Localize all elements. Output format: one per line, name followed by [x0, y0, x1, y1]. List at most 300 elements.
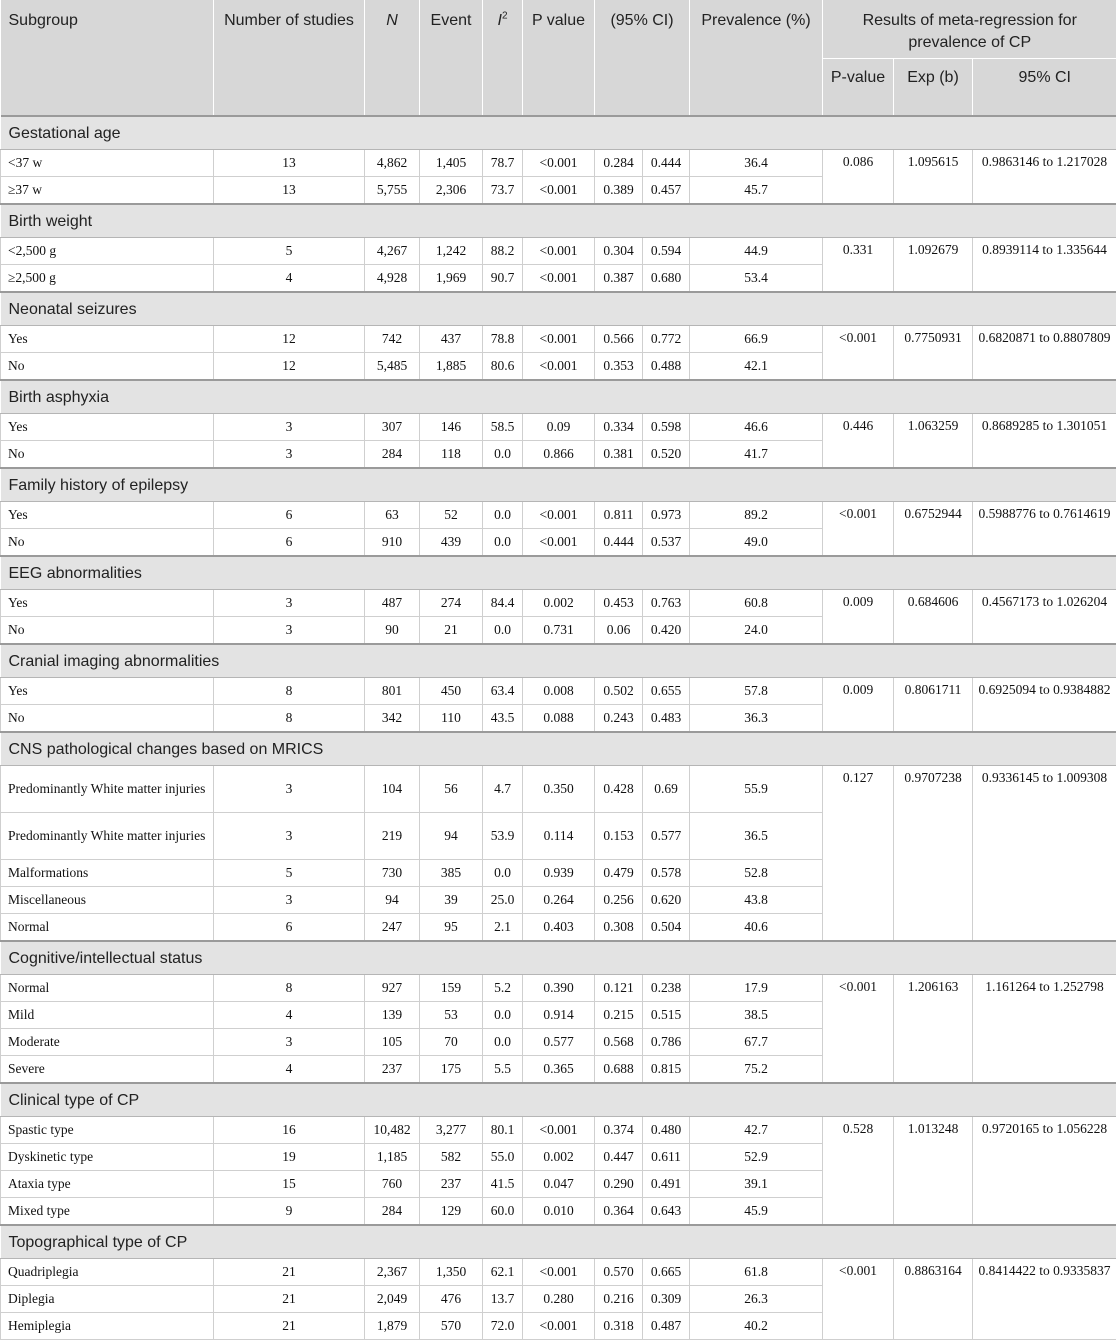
- row-i-squared: 53.9: [483, 813, 523, 860]
- row-p-value: 0.866: [523, 441, 595, 469]
- row-label: Mild: [1, 1002, 214, 1029]
- table-row: [1, 975, 1116, 1002]
- row-ci-high: 0.504: [643, 914, 690, 942]
- row-p-value: 0.010: [523, 1198, 595, 1226]
- row-n: 4,267: [365, 238, 420, 265]
- row-p-value: 0.002: [523, 590, 595, 617]
- row-label: Quadriplegia: [1, 1259, 214, 1286]
- row-event: 476: [420, 1286, 483, 1313]
- row-prevalence: 42.1: [690, 353, 823, 381]
- row-i-squared: 41.5: [483, 1171, 523, 1198]
- header-n-text: N: [386, 12, 398, 29]
- row-n: 2,367: [365, 1259, 420, 1286]
- row-event: 1,242: [420, 238, 483, 265]
- row-ci-high: 0.69: [643, 766, 690, 813]
- row-ci-high: 0.594: [643, 238, 690, 265]
- row-event: 1,405: [420, 150, 483, 177]
- header-meta-regression: Results of meta-regression for prevalence of CP: [823, 0, 1116, 59]
- row-p-value: 0.939: [523, 860, 595, 887]
- row-label: Ataxia type: [1, 1171, 214, 1198]
- header-95ci: (95% CI): [595, 0, 690, 116]
- row-p-value: 0.390: [523, 975, 595, 1002]
- row-prevalence: 66.9: [690, 326, 823, 353]
- row-ci-high: 0.611: [643, 1144, 690, 1171]
- reg-exp-b: 0.8863164: [894, 1259, 973, 1340]
- row-prevalence: 42.7: [690, 1117, 823, 1144]
- row-label: No: [1, 529, 214, 557]
- reg-exp-b: 0.6752944: [894, 502, 973, 557]
- row-n: 247: [365, 914, 420, 942]
- table-row: [1, 150, 1116, 177]
- row-prevalence: 36.5: [690, 813, 823, 860]
- row-event: 1,350: [420, 1259, 483, 1286]
- row-i-squared: 73.7: [483, 177, 523, 205]
- table-row: [1, 766, 1116, 813]
- row-n: 237: [365, 1056, 420, 1084]
- row-ci-low: 0.447: [595, 1144, 643, 1171]
- row-label: Yes: [1, 590, 214, 617]
- row-number-of-studies: 3: [214, 887, 365, 914]
- row-prevalence: 40.6: [690, 914, 823, 942]
- section-title: Birth weight: [1, 204, 1116, 238]
- header-i-squared-sup: 2: [502, 11, 508, 22]
- row-prevalence: 36.4: [690, 150, 823, 177]
- row-event: 2,306: [420, 177, 483, 205]
- row-event: 95: [420, 914, 483, 942]
- row-prevalence: 40.2: [690, 1313, 823, 1340]
- row-ci-high: 0.973: [643, 502, 690, 529]
- header-subgroup: Subgroup: [1, 0, 214, 116]
- reg-p-value: 0.009: [823, 590, 894, 645]
- row-ci-low: 0.428: [595, 766, 643, 813]
- section-title: Family history of epilepsy: [1, 468, 1116, 502]
- row-n: 1,879: [365, 1313, 420, 1340]
- row-ci-low: 0.06: [595, 617, 643, 645]
- row-n: 730: [365, 860, 420, 887]
- row-label: Severe: [1, 1056, 214, 1084]
- row-number-of-studies: 8: [214, 705, 365, 733]
- row-ci-high: 0.772: [643, 326, 690, 353]
- row-prevalence: 55.9: [690, 766, 823, 813]
- table-row: [1, 1259, 1116, 1286]
- row-n: 487: [365, 590, 420, 617]
- row-ci-low: 0.444: [595, 529, 643, 557]
- reg-95ci: 0.9720165 to 1.056228: [973, 1117, 1116, 1226]
- row-p-value: 0.280: [523, 1286, 595, 1313]
- row-label: Predominantly White matter injuries: [1, 813, 214, 860]
- row-ci-low: 0.389: [595, 177, 643, 205]
- row-ci-high: 0.537: [643, 529, 690, 557]
- row-label: ≥37 w: [1, 177, 214, 205]
- row-i-squared: 58.5: [483, 414, 523, 441]
- row-p-value: 0.09: [523, 414, 595, 441]
- reg-p-value: 0.009: [823, 678, 894, 733]
- row-label: No: [1, 353, 214, 381]
- row-number-of-studies: 5: [214, 860, 365, 887]
- row-i-squared: 5.2: [483, 975, 523, 1002]
- row-event: 582: [420, 1144, 483, 1171]
- row-event: 118: [420, 441, 483, 469]
- row-p-value: 0.403: [523, 914, 595, 942]
- reg-95ci: 1.161264 to 1.252798: [973, 975, 1116, 1084]
- header-reg-exp-b: Exp (b): [894, 59, 973, 117]
- reg-95ci: 0.9336145 to 1.009308: [973, 766, 1116, 942]
- row-p-value: 0.914: [523, 1002, 595, 1029]
- row-ci-low: 0.453: [595, 590, 643, 617]
- reg-p-value: <0.001: [823, 326, 894, 381]
- reg-95ci: 0.6820871 to 0.8807809: [973, 326, 1116, 381]
- reg-95ci: 0.4567173 to 1.026204: [973, 590, 1116, 645]
- row-n: 1,185: [365, 1144, 420, 1171]
- row-ci-high: 0.238: [643, 975, 690, 1002]
- row-ci-low: 0.243: [595, 705, 643, 733]
- row-prevalence: 52.8: [690, 860, 823, 887]
- row-n: 2,049: [365, 1286, 420, 1313]
- row-i-squared: 0.0: [483, 617, 523, 645]
- row-n: 4,862: [365, 150, 420, 177]
- row-ci-high: 0.420: [643, 617, 690, 645]
- row-n: 10,482: [365, 1117, 420, 1144]
- row-prevalence: 46.6: [690, 414, 823, 441]
- row-n: 94: [365, 887, 420, 914]
- row-p-value: 0.114: [523, 813, 595, 860]
- section-header-row: [1, 1225, 1116, 1259]
- table-header: [1, 0, 1116, 116]
- row-ci-low: 0.374: [595, 1117, 643, 1144]
- row-event: 437: [420, 326, 483, 353]
- table-row: [1, 678, 1116, 705]
- row-i-squared: 55.0: [483, 1144, 523, 1171]
- row-label: Predominantly White matter injuries: [1, 766, 214, 813]
- row-i-squared: 62.1: [483, 1259, 523, 1286]
- row-event: 70: [420, 1029, 483, 1056]
- row-p-value: 0.264: [523, 887, 595, 914]
- row-i-squared: 80.1: [483, 1117, 523, 1144]
- reg-exp-b: 0.7750931: [894, 326, 973, 381]
- row-p-value: <0.001: [523, 326, 595, 353]
- row-prevalence: 39.1: [690, 1171, 823, 1198]
- row-p-value: <0.001: [523, 238, 595, 265]
- row-label: Yes: [1, 326, 214, 353]
- row-number-of-studies: 6: [214, 914, 365, 942]
- row-label: Yes: [1, 678, 214, 705]
- row-n: 284: [365, 441, 420, 469]
- row-p-value: 0.002: [523, 1144, 595, 1171]
- row-ci-high: 0.665: [643, 1259, 690, 1286]
- row-event: 1,885: [420, 353, 483, 381]
- row-i-squared: 4.7: [483, 766, 523, 813]
- row-ci-low: 0.215: [595, 1002, 643, 1029]
- table-row: [1, 502, 1116, 529]
- row-number-of-studies: 16: [214, 1117, 365, 1144]
- reg-p-value: 0.127: [823, 766, 894, 942]
- header-prevalence: Prevalence (%): [690, 0, 823, 116]
- row-label: Miscellaneous: [1, 887, 214, 914]
- row-ci-high: 0.480: [643, 1117, 690, 1144]
- section-title: EEG abnormalities: [1, 556, 1116, 590]
- row-p-value: 0.088: [523, 705, 595, 733]
- row-i-squared: 25.0: [483, 887, 523, 914]
- row-prevalence: 24.0: [690, 617, 823, 645]
- row-p-value: <0.001: [523, 1117, 595, 1144]
- row-i-squared: 78.7: [483, 150, 523, 177]
- row-ci-low: 0.381: [595, 441, 643, 469]
- reg-exp-b: 0.9707238: [894, 766, 973, 942]
- reg-p-value: 0.331: [823, 238, 894, 293]
- row-i-squared: 63.4: [483, 678, 523, 705]
- row-i-squared: 5.5: [483, 1056, 523, 1084]
- row-ci-low: 0.290: [595, 1171, 643, 1198]
- row-ci-low: 0.121: [595, 975, 643, 1002]
- row-event: 175: [420, 1056, 483, 1084]
- row-label: Normal: [1, 975, 214, 1002]
- row-label: Yes: [1, 502, 214, 529]
- row-ci-high: 0.763: [643, 590, 690, 617]
- row-i-squared: 78.8: [483, 326, 523, 353]
- row-ci-low: 0.308: [595, 914, 643, 942]
- section-title: Topographical type of CP: [1, 1225, 1116, 1259]
- row-ci-high: 0.488: [643, 353, 690, 381]
- row-label: No: [1, 441, 214, 469]
- row-n: 342: [365, 705, 420, 733]
- row-label: Normal: [1, 914, 214, 942]
- row-ci-low: 0.566: [595, 326, 643, 353]
- row-number-of-studies: 21: [214, 1259, 365, 1286]
- row-event: 1,969: [420, 265, 483, 293]
- reg-exp-b: 1.095615: [894, 150, 973, 205]
- table-body: [1, 116, 1116, 1340]
- row-ci-low: 0.334: [595, 414, 643, 441]
- section-title: Cognitive/intellectual status: [1, 941, 1116, 975]
- table-row: [1, 326, 1116, 353]
- row-p-value: 0.350: [523, 766, 595, 813]
- row-ci-low: 0.153: [595, 813, 643, 860]
- row-number-of-studies: 5: [214, 238, 365, 265]
- row-label: Spastic type: [1, 1117, 214, 1144]
- row-n: 927: [365, 975, 420, 1002]
- row-number-of-studies: 3: [214, 441, 365, 469]
- row-label: Malformations: [1, 860, 214, 887]
- table-row: [1, 1117, 1116, 1144]
- header-event: Event: [420, 0, 483, 116]
- reg-exp-b: 0.8061711: [894, 678, 973, 733]
- row-event: 570: [420, 1313, 483, 1340]
- row-ci-low: 0.284: [595, 150, 643, 177]
- row-ci-low: 0.364: [595, 1198, 643, 1226]
- row-number-of-studies: 8: [214, 975, 365, 1002]
- row-i-squared: 60.0: [483, 1198, 523, 1226]
- row-prevalence: 17.9: [690, 975, 823, 1002]
- row-ci-low: 0.568: [595, 1029, 643, 1056]
- row-i-squared: 72.0: [483, 1313, 523, 1340]
- row-event: 94: [420, 813, 483, 860]
- row-ci-low: 0.479: [595, 860, 643, 887]
- section-header-row: [1, 556, 1116, 590]
- row-i-squared: 0.0: [483, 860, 523, 887]
- row-label: <2,500 g: [1, 238, 214, 265]
- row-event: 129: [420, 1198, 483, 1226]
- header-reg-95ci: 95% CI: [973, 59, 1116, 117]
- row-ci-high: 0.598: [643, 414, 690, 441]
- row-event: 450: [420, 678, 483, 705]
- row-n: 307: [365, 414, 420, 441]
- row-event: 159: [420, 975, 483, 1002]
- header-number-of-studies: Number of studies: [214, 0, 365, 116]
- row-i-squared: 0.0: [483, 1002, 523, 1029]
- row-p-value: <0.001: [523, 1313, 595, 1340]
- reg-exp-b: 0.684606: [894, 590, 973, 645]
- section-title: Neonatal seizures: [1, 292, 1116, 326]
- row-n: 910: [365, 529, 420, 557]
- row-ci-high: 0.578: [643, 860, 690, 887]
- reg-p-value: 0.528: [823, 1117, 894, 1226]
- row-prevalence: 36.3: [690, 705, 823, 733]
- row-i-squared: 13.7: [483, 1286, 523, 1313]
- table-row: [1, 238, 1116, 265]
- row-ci-high: 0.491: [643, 1171, 690, 1198]
- header-n: [365, 0, 420, 116]
- reg-95ci: 0.6925094 to 0.9384882: [973, 678, 1116, 733]
- row-ci-high: 0.487: [643, 1313, 690, 1340]
- row-ci-low: 0.304: [595, 238, 643, 265]
- row-number-of-studies: 6: [214, 502, 365, 529]
- section-header-row: [1, 732, 1116, 766]
- row-ci-high: 0.786: [643, 1029, 690, 1056]
- row-prevalence: 60.8: [690, 590, 823, 617]
- reg-exp-b: 1.206163: [894, 975, 973, 1084]
- header-reg-p-value: P-value: [823, 59, 894, 117]
- row-ci-high: 0.643: [643, 1198, 690, 1226]
- row-number-of-studies: 9: [214, 1198, 365, 1226]
- header-p-value: P value: [523, 0, 595, 116]
- reg-p-value: 0.446: [823, 414, 894, 469]
- row-prevalence: 75.2: [690, 1056, 823, 1084]
- row-ci-low: 0.353: [595, 353, 643, 381]
- reg-exp-b: 1.013248: [894, 1117, 973, 1226]
- row-ci-low: 0.688: [595, 1056, 643, 1084]
- row-p-value: 0.577: [523, 1029, 595, 1056]
- section-header-row: [1, 380, 1116, 414]
- row-number-of-studies: 3: [214, 590, 365, 617]
- row-prevalence: 43.8: [690, 887, 823, 914]
- row-event: 385: [420, 860, 483, 887]
- section-title: CNS pathological changes based on MRICS: [1, 732, 1116, 766]
- header-i-squared: [483, 0, 523, 116]
- row-ci-low: 0.318: [595, 1313, 643, 1340]
- row-number-of-studies: 21: [214, 1313, 365, 1340]
- reg-exp-b: 1.063259: [894, 414, 973, 469]
- row-number-of-studies: 6: [214, 529, 365, 557]
- row-event: 52: [420, 502, 483, 529]
- row-n: 284: [365, 1198, 420, 1226]
- row-event: 146: [420, 414, 483, 441]
- row-event: 56: [420, 766, 483, 813]
- row-i-squared: 43.5: [483, 705, 523, 733]
- row-prevalence: 45.9: [690, 1198, 823, 1226]
- section-title: Gestational age: [1, 116, 1116, 150]
- row-ci-low: 0.502: [595, 678, 643, 705]
- row-n: 5,485: [365, 353, 420, 381]
- table-row: [1, 414, 1116, 441]
- row-i-squared: 2.1: [483, 914, 523, 942]
- row-prevalence: 45.7: [690, 177, 823, 205]
- row-i-squared: 0.0: [483, 1029, 523, 1056]
- row-n: 5,755: [365, 177, 420, 205]
- reg-p-value: <0.001: [823, 975, 894, 1084]
- reg-95ci: 0.9863146 to 1.217028: [973, 150, 1116, 205]
- section-header-row: [1, 468, 1116, 502]
- row-event: 439: [420, 529, 483, 557]
- reg-95ci: 0.5988776 to 0.7614619: [973, 502, 1116, 557]
- row-prevalence: 67.7: [690, 1029, 823, 1056]
- section-header-row: [1, 941, 1116, 975]
- row-ci-low: 0.570: [595, 1259, 643, 1286]
- row-p-value: 0.047: [523, 1171, 595, 1198]
- row-ci-high: 0.815: [643, 1056, 690, 1084]
- reg-p-value: <0.001: [823, 1259, 894, 1340]
- row-p-value: 0.365: [523, 1056, 595, 1084]
- row-event: 21: [420, 617, 483, 645]
- row-number-of-studies: 15: [214, 1171, 365, 1198]
- row-ci-high: 0.483: [643, 705, 690, 733]
- row-i-squared: 88.2: [483, 238, 523, 265]
- row-label: <37 w: [1, 150, 214, 177]
- row-event: 237: [420, 1171, 483, 1198]
- row-label: Moderate: [1, 1029, 214, 1056]
- row-label: Hemiplegia: [1, 1313, 214, 1340]
- row-ci-high: 0.655: [643, 678, 690, 705]
- section-title: Cranial imaging abnormalities: [1, 644, 1116, 678]
- row-p-value: <0.001: [523, 502, 595, 529]
- row-ci-high: 0.515: [643, 1002, 690, 1029]
- row-prevalence: 38.5: [690, 1002, 823, 1029]
- row-n: 801: [365, 678, 420, 705]
- row-ci-high: 0.444: [643, 150, 690, 177]
- row-p-value: <0.001: [523, 150, 595, 177]
- row-ci-high: 0.520: [643, 441, 690, 469]
- row-number-of-studies: 3: [214, 1029, 365, 1056]
- row-prevalence: 26.3: [690, 1286, 823, 1313]
- row-prevalence: 57.8: [690, 678, 823, 705]
- section-title: Birth asphyxia: [1, 380, 1116, 414]
- row-label: Dyskinetic type: [1, 1144, 214, 1171]
- row-p-value: <0.001: [523, 265, 595, 293]
- row-prevalence: 61.8: [690, 1259, 823, 1286]
- row-ci-low: 0.811: [595, 502, 643, 529]
- row-number-of-studies: 3: [214, 766, 365, 813]
- row-ci-high: 0.620: [643, 887, 690, 914]
- row-event: 39: [420, 887, 483, 914]
- section-header-row: [1, 1083, 1116, 1117]
- row-p-value: 0.731: [523, 617, 595, 645]
- row-i-squared: 90.7: [483, 265, 523, 293]
- row-number-of-studies: 3: [214, 414, 365, 441]
- row-number-of-studies: 4: [214, 265, 365, 293]
- row-p-value: <0.001: [523, 1259, 595, 1286]
- row-number-of-studies: 8: [214, 678, 365, 705]
- row-n: 219: [365, 813, 420, 860]
- reg-exp-b: 1.092679: [894, 238, 973, 293]
- row-n: 104: [365, 766, 420, 813]
- row-event: 274: [420, 590, 483, 617]
- row-event: 3,277: [420, 1117, 483, 1144]
- row-number-of-studies: 12: [214, 353, 365, 381]
- row-ci-low: 0.387: [595, 265, 643, 293]
- section-title: Clinical type of CP: [1, 1083, 1116, 1117]
- table-row: [1, 590, 1116, 617]
- row-label: No: [1, 705, 214, 733]
- reg-95ci: 0.8689285 to 1.301051: [973, 414, 1116, 469]
